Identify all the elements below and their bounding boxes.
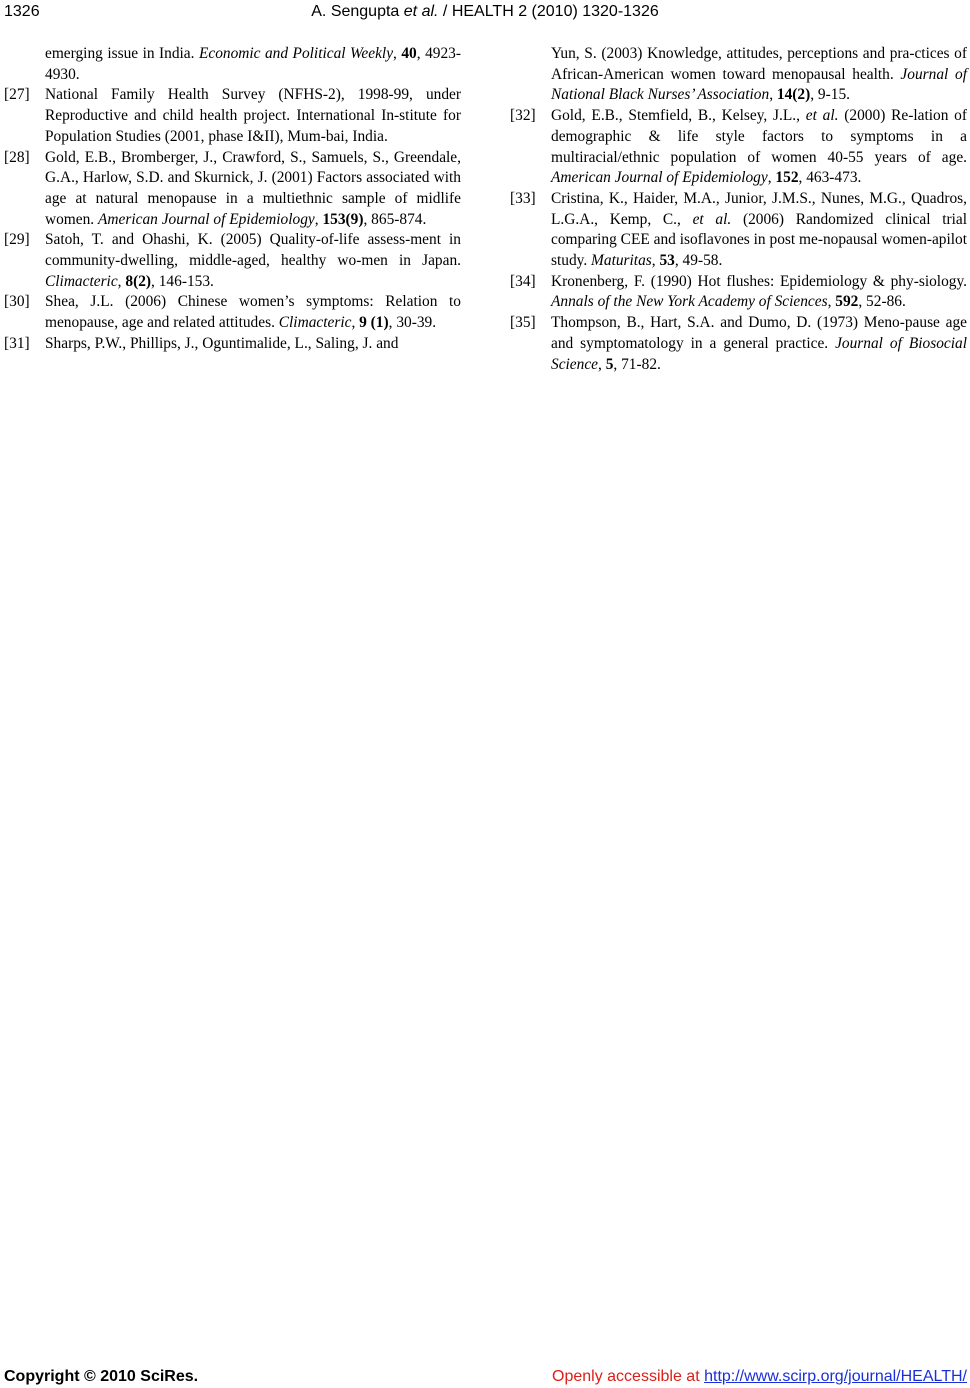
reference-journal: Journal of National Black Nurses’ Association bbox=[551, 65, 967, 104]
reference-pages: , 49-58. bbox=[674, 252, 723, 270]
reference-journal: Maturitas bbox=[591, 252, 652, 270]
reference-journal: American Journal of Epidemiology bbox=[98, 210, 315, 228]
reference-text: Cristina, K., Haider, M.A., Junior, J.M.S., Nunes, M.G., Quadros, L.G.A., Kemp, C., bbox=[551, 189, 967, 228]
reference-pages: , 865-874. bbox=[363, 210, 427, 228]
reference-text: (2006) Randomized clinical trial comparing CEE and isoflavones in post me-nopausal women-apilot study. bbox=[551, 210, 967, 270]
reference-et-al: et al. bbox=[805, 107, 839, 125]
reference-separator: , bbox=[351, 314, 360, 332]
reference-separator: , bbox=[651, 252, 660, 270]
reference-journal: Climacteric bbox=[45, 272, 118, 290]
open-access-label: Openly accessible at bbox=[552, 1368, 705, 1385]
reference-journal: Annals of the New York Academy of Sciences bbox=[551, 293, 828, 311]
reference-volume: 153(9) bbox=[322, 210, 364, 228]
reference-separator: , bbox=[769, 86, 777, 104]
references-left-column bbox=[4, 44, 461, 355]
reference-31 bbox=[4, 334, 461, 355]
reference-text: Shea, J.L. (2006) Chinese women’s symptoms: Relation to menopause, age and related attitudes. bbox=[45, 293, 461, 332]
reference-number: [32] bbox=[510, 107, 536, 125]
reference-34 bbox=[510, 272, 967, 313]
reference-32 bbox=[510, 106, 967, 189]
page-number: 1326 bbox=[4, 3, 40, 20]
reference-journal: American Journal of Epidemiology bbox=[551, 169, 768, 187]
reference-journal: Climacteric bbox=[278, 314, 352, 332]
open-access-notice bbox=[552, 1366, 967, 1388]
reference-volume: 152 bbox=[775, 169, 799, 187]
running-head-authors: A. Sengupta bbox=[311, 3, 400, 20]
reference-number: [31] bbox=[4, 334, 30, 352]
reference-pages: , 9-15. bbox=[810, 86, 850, 104]
reference-pages: , 71-82. bbox=[613, 355, 661, 373]
reference-text: emerging issue in India. bbox=[45, 45, 199, 62]
reference-text: National Family Health Survey (NFHS-2), 1998-99, under Reproductive and child health project. International In-stitute for Population Studies (2001, phase I&II), Mum-bai, India. bbox=[45, 86, 461, 145]
reference-continuation bbox=[510, 44, 967, 106]
reference-journal: Economic and Political Weekly bbox=[198, 45, 394, 62]
reference-text: (2000) Re-lation of demographic & life style factors to symptoms in a multiracial/ethnic population of women 40-55 years of age. bbox=[551, 107, 968, 166]
running-head-journal: / HEALTH 2 (2010) 1320-1326 bbox=[442, 3, 659, 20]
reference-29 bbox=[4, 230, 461, 292]
reference-volume: 53 bbox=[659, 252, 675, 270]
reference-text: Gold, E.B., Stemfield, B., Kelsey, J.L., bbox=[551, 107, 806, 125]
reference-volume: 40 bbox=[401, 45, 417, 62]
reference-number: [30] bbox=[4, 293, 30, 311]
reference-text: Thompson, B., Hart, S.A. and Dumo, D. (1973) Meno-pause age and symptomatology in a general practice. bbox=[551, 314, 967, 352]
reference-text: Kronenberg, F. (1990) Hot flushes: Epidemiology & phy-siology. bbox=[551, 272, 967, 290]
page-footer bbox=[0, 1366, 970, 1388]
reference-number: [29] bbox=[4, 231, 30, 249]
reference-pages: , 146-153. bbox=[151, 272, 214, 290]
reference-33 bbox=[510, 189, 967, 272]
reference-separator: , bbox=[827, 293, 836, 311]
reference-pages: , 52-86. bbox=[858, 293, 906, 311]
journal-url-link[interactable]: http://www.scirp.org/journal/HEALTH/ bbox=[704, 1368, 967, 1385]
reference-separator: , bbox=[767, 169, 776, 187]
reference-volume: 592 bbox=[835, 293, 859, 311]
reference-separator: , bbox=[598, 355, 606, 373]
reference-30 bbox=[4, 292, 461, 333]
reference-number: [34] bbox=[510, 272, 536, 290]
reference-text: Yun, S. (2003) Knowledge, attitudes, perceptions and pra-ctices of African-American women toward menopausal health. bbox=[551, 45, 967, 83]
reference-number: [33] bbox=[510, 189, 536, 207]
reference-27 bbox=[4, 85, 461, 147]
reference-journal: Journal of Biosocial Science bbox=[551, 334, 967, 373]
reference-volume: 5 bbox=[605, 355, 614, 373]
page-header bbox=[0, 1, 970, 23]
reference-text: Sharps, P.W., Phillips, J., Oguntimalide, L., Saling, J. and bbox=[45, 334, 399, 352]
reference-35 bbox=[510, 313, 967, 375]
reference-volume: 9 (1) bbox=[359, 314, 389, 332]
reference-separator: , bbox=[314, 210, 323, 228]
reference-volume: 8(2) bbox=[125, 272, 152, 290]
running-head-et-al: et al. bbox=[403, 3, 439, 20]
reference-number: [28] bbox=[4, 148, 30, 166]
reference-separator: , bbox=[393, 45, 402, 62]
reference-pages: , 463-473. bbox=[798, 169, 862, 187]
reference-et-al: et al. bbox=[692, 210, 732, 228]
copyright-notice: Copyright © 2010 SciRes. bbox=[4, 1368, 199, 1385]
reference-volume: 14(2) bbox=[776, 86, 811, 104]
reference-28 bbox=[4, 148, 461, 231]
reference-number: [27] bbox=[4, 86, 30, 104]
reference-pages: , 4923-4930. bbox=[45, 45, 461, 83]
reference-continuation bbox=[4, 44, 461, 85]
reference-pages: , 30-39. bbox=[388, 314, 437, 332]
reference-separator: , bbox=[117, 272, 126, 290]
references-right-column bbox=[510, 44, 967, 375]
running-head bbox=[0, 1, 970, 23]
reference-text: Satoh, T. and Ohashi, K. (2005) Quality-of-life assess-ment in community-dwelling, middle-aged, healthy wo-men in Japan. bbox=[45, 231, 461, 270]
reference-number: [35] bbox=[510, 314, 536, 332]
reference-text: Gold, E.B., Bromberger, J., Crawford, S., Samuels, S., Greendale, G.A., Harlow, S.D. and Skurnick, J. (2001) Factors associated with age at natural menopause in a multiethnic sample of midlife women. bbox=[45, 148, 461, 228]
